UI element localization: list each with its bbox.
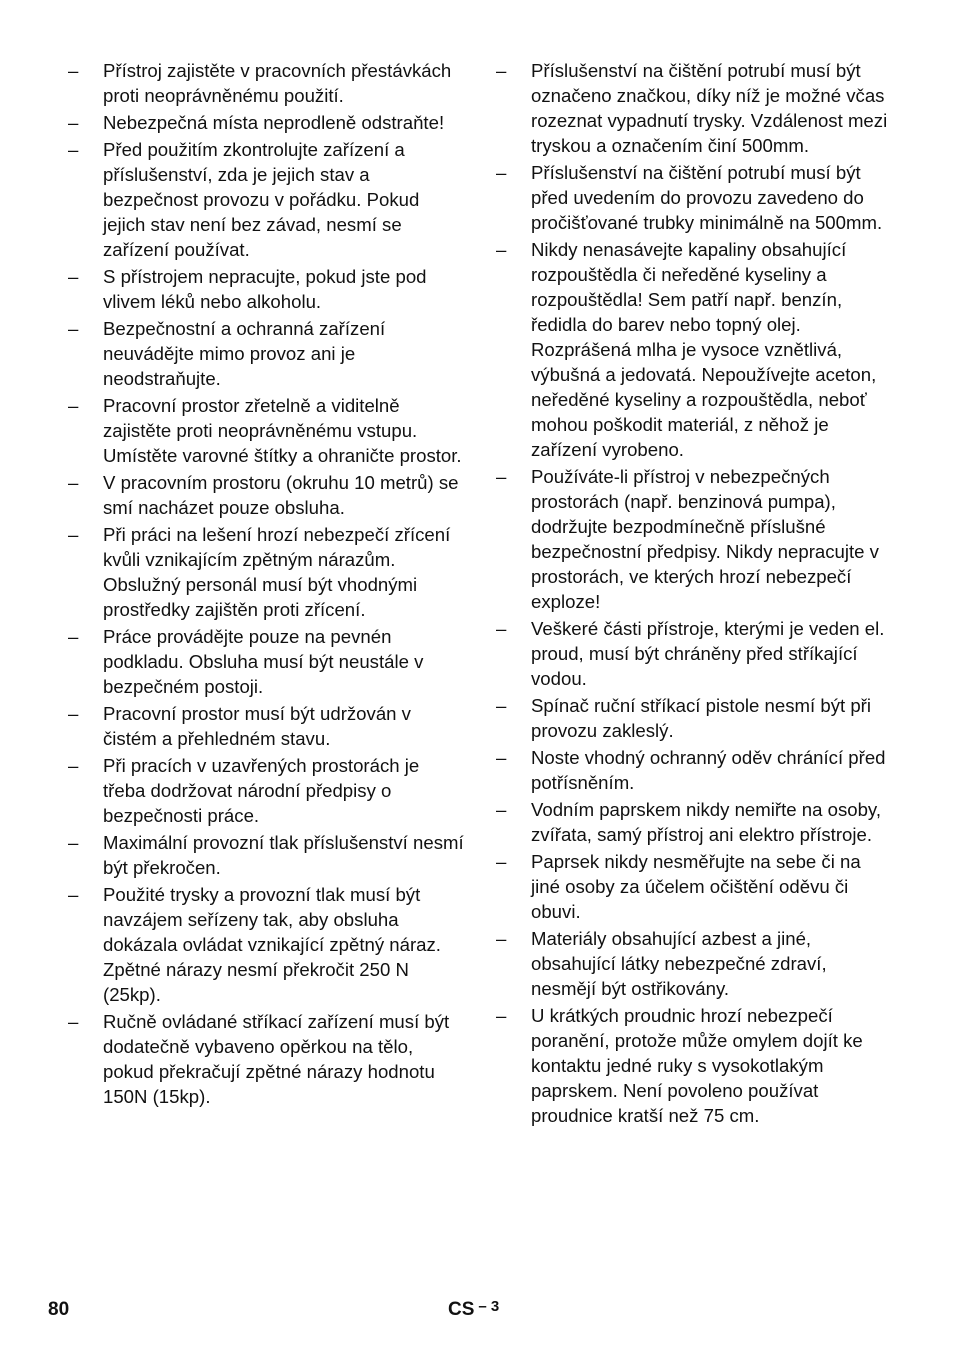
list-item-text: Použité trysky a provozní tlak musí být navzájem seřízeny tak, aby obsluha dokázala ovládat vznikající zpětný náraz. Zpětné nárazy nesmí překročit 250 N (25kp).: [103, 884, 441, 1005]
dash-bullet: –: [68, 318, 79, 339]
list-item-text: Příslušenství na čištění potrubí musí být označeno značkou, díky níž je možné včas rozeznat vypadnutí trysky. Vzdálenost mezi tryskou a označením činí 500mm.: [531, 60, 888, 156]
left-column: [68, 58, 464, 1111]
list-item-text: Materiály obsahující azbest a jiné, obsahující látky nebezpečné zdraví, nesmějí být ostřikovány.: [531, 928, 827, 999]
list-item: [68, 830, 464, 880]
list-item-text: Nebezpečná místa neprodleně odstraňte!: [103, 112, 445, 133]
dash-bullet: –: [496, 162, 507, 183]
list-item-text: Bezpečnostní a ochranná zařízení neuvádějte mimo provoz ani je neodstraňujte.: [103, 318, 386, 389]
list-item-text: Nikdy nenasávejte kapaliny obsahující rozpouštědla či neředěné kyseliny a rozpouštědla! Sem patří např. benzín, ředidla do barev nebo topný olej. Rozprášená mlha je vysoce vznětlivá, výbušná a jedovatá. Nepoužívejte aceton, neředěné kyseliny a rozpouštědla, neboť mohou poškodit materiál, z něhož je zařízení vyrobeno.: [531, 239, 877, 460]
dash-bullet: –: [496, 618, 507, 639]
dash-bullet: –: [68, 884, 79, 905]
dash-bullet: –: [68, 703, 79, 724]
list-item-text: S přístrojem nepracujte, pokud jste pod vlivem léků nebo alkoholu.: [103, 266, 427, 312]
dash-bullet: –: [68, 626, 79, 647]
list-item: [68, 753, 464, 828]
list-item: [496, 160, 888, 235]
list-item-text: Příslušenství na čištění potrubí musí být před uvedením do provozu zavedeno do pročišťované trubky minimálně na 500mm.: [531, 162, 883, 233]
dash-bullet: –: [496, 747, 507, 768]
dash-bullet: –: [496, 466, 507, 487]
list-item: [496, 693, 888, 743]
list-item: [68, 470, 464, 520]
dash-bullet: –: [496, 1005, 507, 1026]
list-item: [68, 1009, 464, 1109]
dash-bullet: –: [68, 266, 79, 287]
list-item-text: Před použitím zkontrolujte zařízení a příslušenství, zda je jejich stav a bezpečnost provozu v pořádku. Pokud jejich stav není bez závad, nesmí se zařízení používat.: [103, 139, 420, 260]
list-item-text: Při pracích v uzavřených prostorách je třeba dodržovat národní předpisy o bezpečnosti práce.: [103, 755, 420, 826]
list-item: [496, 1003, 888, 1128]
section-number: – 3: [478, 1298, 500, 1315]
list-item-text: Při práci na lešení hrozí nebezpečí zřícení kvůli vznikajícím zpětným nárazům. Obslužný personál musí být vhodnými prostředky zajištěn proti zřícení.: [103, 524, 451, 620]
list-item-text: Používáte-li přístroj v nebezpečných prostorách (např. benzinová pumpa), dodržujte bezpodmínečně příslušné bezpečnostní předpisy. Nikdy nepracujte v prostorách, ve kterých hrozí nebezpečí exploze!: [531, 466, 879, 612]
list-item: [496, 797, 888, 847]
list-item-text: Pracovní prostor zřetelně a viditelně zajistěte proti neoprávněnému vstupu. Umístěte varovné štítky a ohraničte prostor.: [103, 395, 462, 466]
dash-bullet: –: [496, 60, 507, 81]
list-item: [68, 137, 464, 262]
language-label: CS: [448, 1299, 475, 1320]
list-item: [68, 882, 464, 1007]
dash-bullet: –: [68, 832, 79, 853]
list-item-text: Vodním paprskem nikdy nemiřte na osoby, zvířata, samý přístroj ani elektro přístroje.: [531, 799, 882, 845]
list-item-text: V pracovním prostoru (okruhu 10 metrů) se smí nacházet pouze obsluha.: [103, 472, 459, 518]
list-item: [68, 316, 464, 391]
dash-bullet: –: [68, 755, 79, 776]
dash-bullet: –: [68, 472, 79, 493]
list-item: [68, 58, 464, 108]
list-item: [68, 522, 464, 622]
list-item-text: Ručně ovládané stříkací zařízení musí být dodatečně vybaveno opěrkou na tělo, pokud překračují zpětné nárazy hodnotu 150N (15kp).: [103, 1011, 450, 1107]
page-number: 80: [48, 1299, 70, 1320]
list-item: [496, 616, 888, 691]
dash-bullet: –: [68, 112, 79, 133]
list-item-text: Maximální provozní tlak příslušenství nesmí být překročen.: [103, 832, 464, 878]
list-item: [68, 264, 464, 314]
list-item: [68, 110, 464, 135]
dash-bullet: –: [68, 524, 79, 545]
list-item: [496, 237, 888, 462]
list-item-text: Pracovní prostor musí být udržován v čistém a přehledném stavu.: [103, 703, 411, 749]
list-item-text: Veškeré části přístroje, kterými je veden el. proud, musí být chráněny před stříkající vodou.: [531, 618, 885, 689]
right-column: [496, 58, 888, 1130]
list-item: [68, 393, 464, 468]
list-item-text: Přístroj zajistěte v pracovních přestávkách proti neoprávněnému použití.: [103, 60, 452, 106]
dash-bullet: –: [68, 1011, 79, 1032]
list-item: [68, 624, 464, 699]
dash-bullet: –: [68, 139, 79, 160]
dash-bullet: –: [496, 851, 507, 872]
list-item-text: Paprsek nikdy nesměřujte na sebe či na jiné osoby za účelem očištění oděvu či obuvi.: [531, 851, 861, 922]
list-item-text: U krátkých proudnic hrozí nebezpečí poranění, protože může omylem dojít ke kontaktu jedné ruky s vysokotlakým paprskem. Není povoleno používat proudnice kratší než 75 cm.: [531, 1005, 863, 1126]
dash-bullet: –: [496, 695, 507, 716]
list-item: [68, 701, 464, 751]
list-item-text: Spínač ruční stříkací pistole nesmí být při provozu zakleslý.: [531, 695, 871, 741]
dash-bullet: –: [68, 60, 79, 81]
list-item: [496, 849, 888, 924]
dash-bullet: –: [68, 395, 79, 416]
dash-bullet: –: [496, 928, 507, 949]
list-item: [496, 745, 888, 795]
list-item: [496, 464, 888, 614]
dash-bullet: –: [496, 239, 507, 260]
dash-bullet: –: [496, 799, 507, 820]
list-item-text: Noste vhodný ochranný oděv chránící před potřísněním.: [531, 747, 886, 793]
list-item: [496, 58, 888, 158]
list-item: [496, 926, 888, 1001]
list-item-text: Práce provádějte pouze na pevnén podkladu. Obsluha musí být neustále v bezpečném postoji.: [103, 626, 424, 697]
language-code: [448, 1298, 499, 1321]
